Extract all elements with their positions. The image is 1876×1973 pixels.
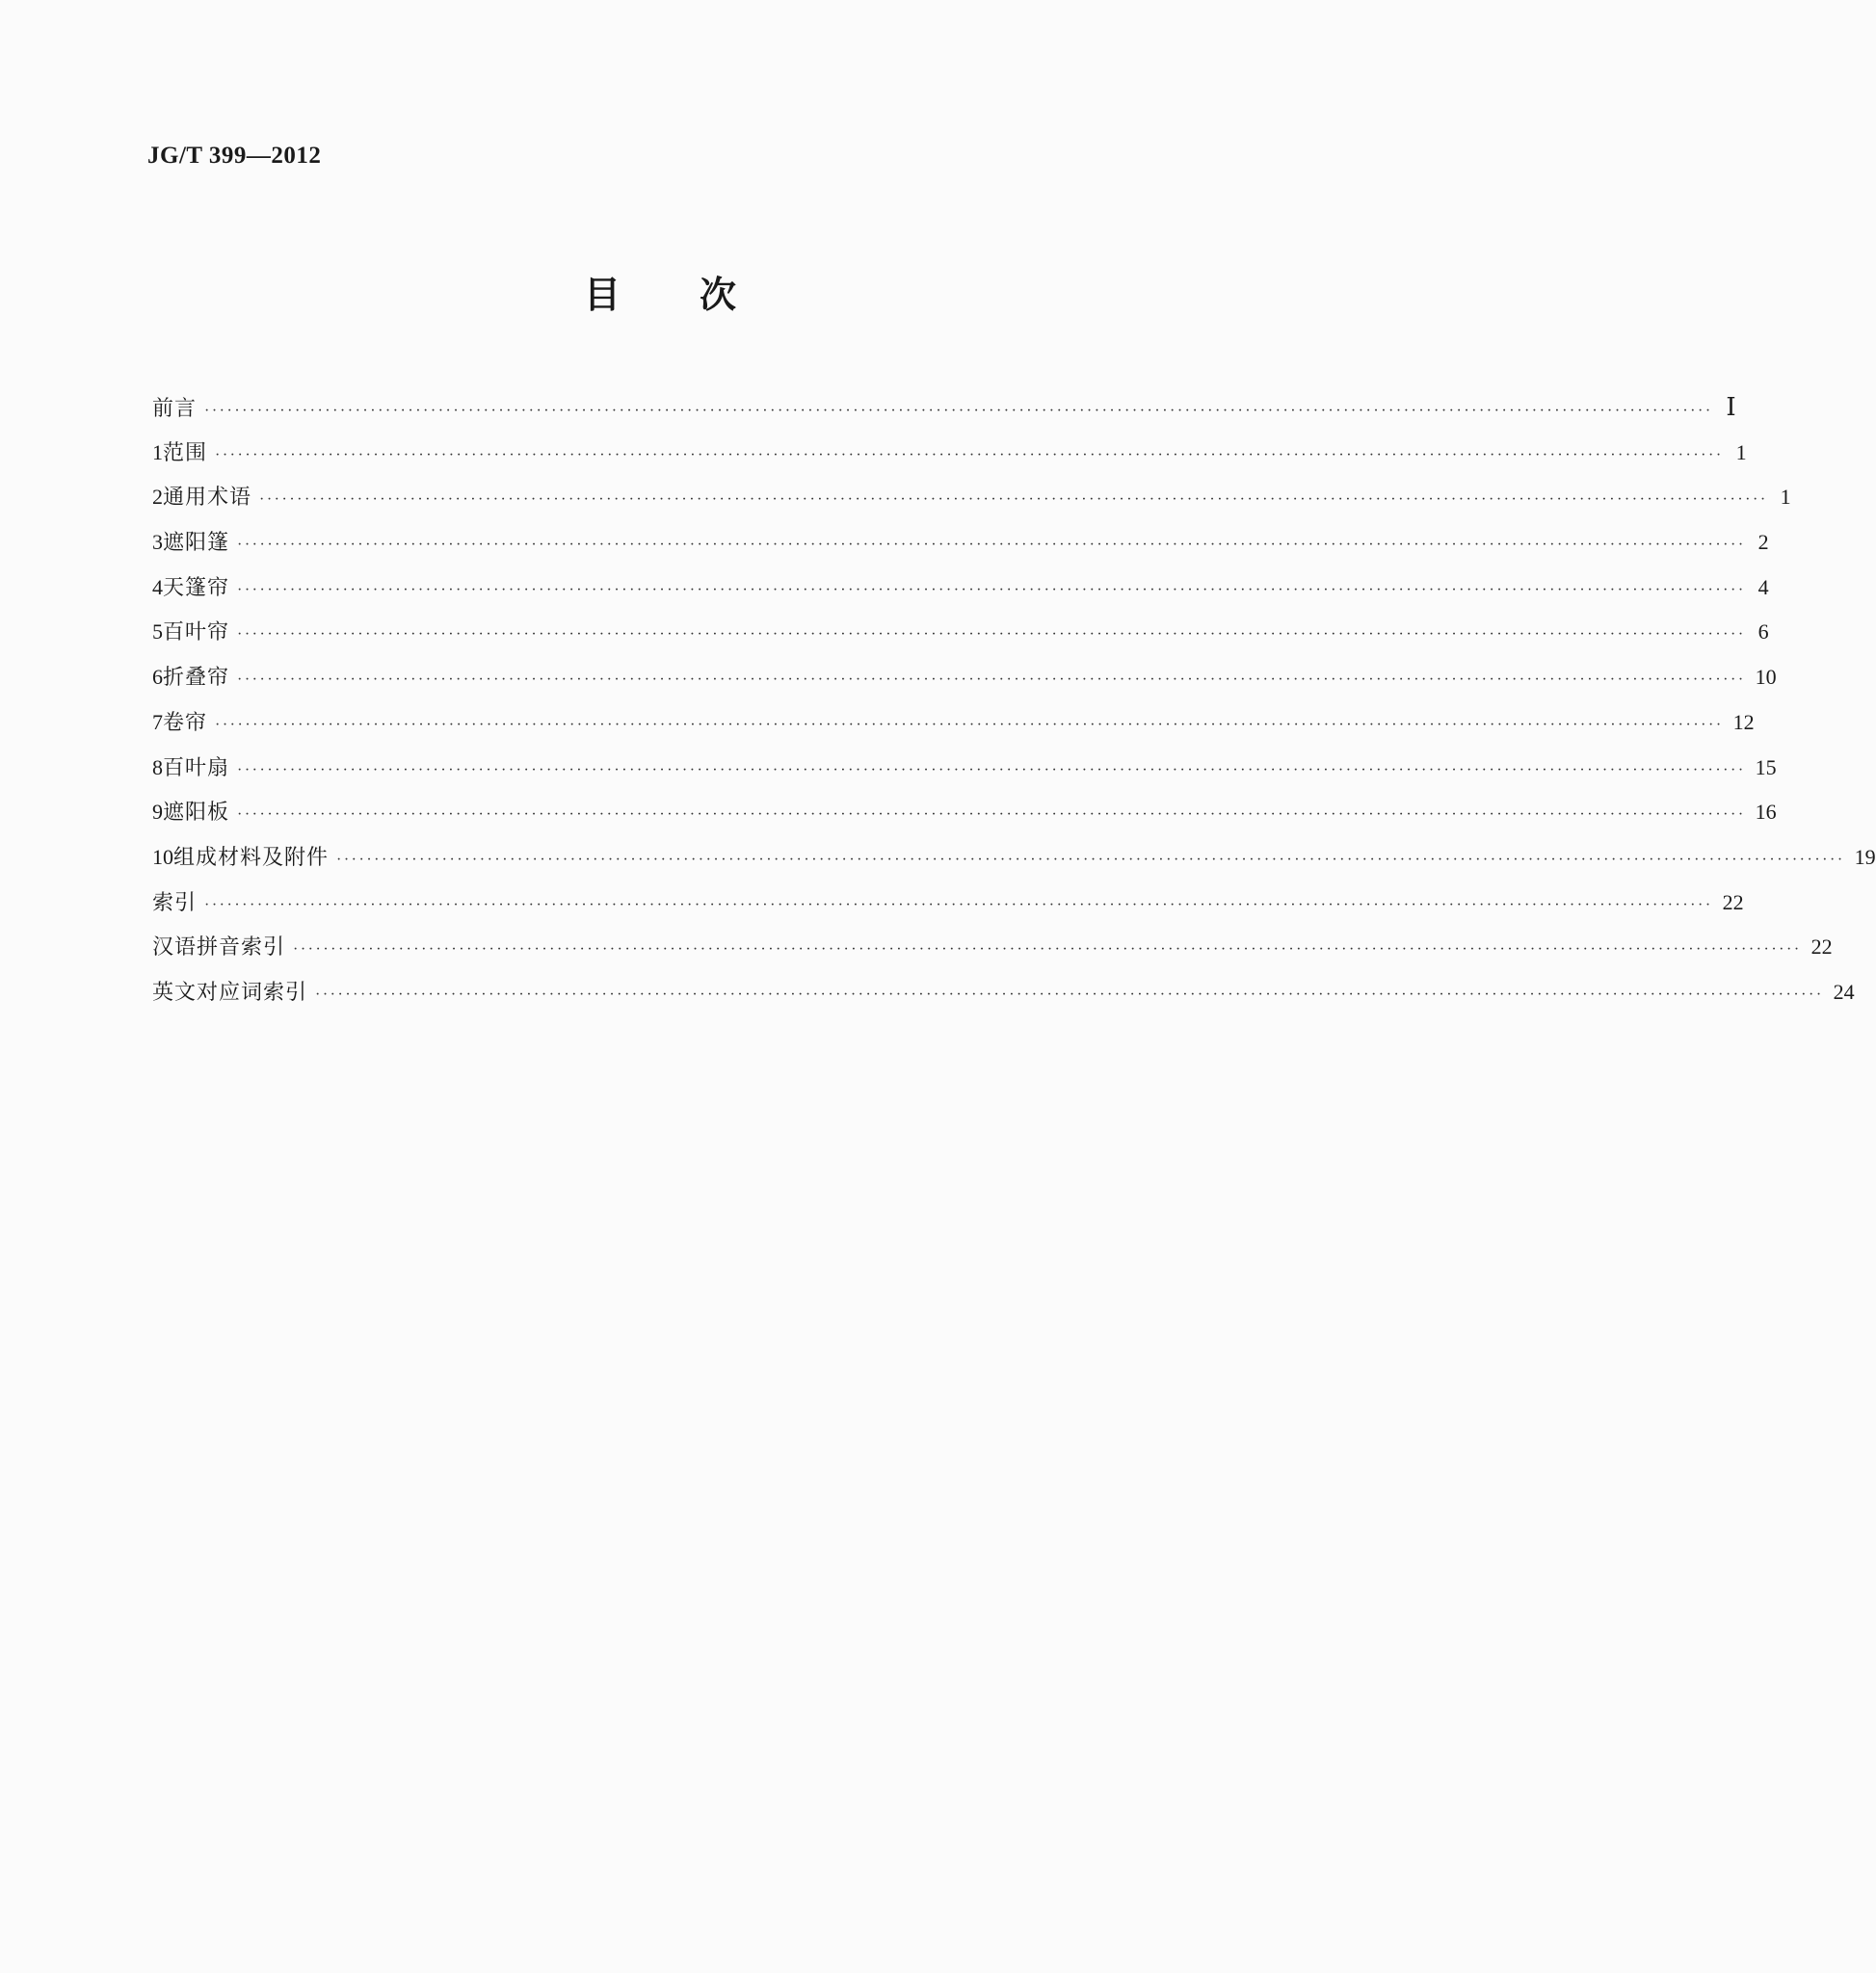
toc-entry-page: 10 (1755, 665, 1777, 690)
toc-entry-label: 前言 (152, 397, 198, 421)
toc-entry[interactable] (152, 746, 1777, 791)
toc-entry-page: 6 (1757, 619, 1769, 645)
toc-entry-page: 1 (1735, 439, 1747, 464)
toc-entry-page: 15 (1755, 754, 1777, 779)
toc-dot-leader: ········································································································································································································ (259, 491, 1768, 509)
toc-dot-leader: ········································································································································································································ (204, 896, 1713, 913)
toc-dot-leader: ········································································································································································································ (237, 626, 1746, 644)
toc-entry-label: 范围 (163, 440, 208, 465)
toc-entry-number: 1 (152, 439, 163, 464)
standard-code: JG/T 399—2012 (147, 143, 322, 169)
toc-entry-page: 22 (1722, 889, 1744, 914)
toc-entry-label: 遮阳篷 (163, 531, 230, 556)
toc-entry[interactable] (152, 700, 1755, 746)
toc-entry-number: 7 (152, 709, 163, 734)
toc-dot-leader: ········································································································································································································ (237, 671, 1746, 689)
toc-dot-leader: ········································································································································································································ (237, 581, 1746, 598)
toc-entry-label: 通用术语 (163, 486, 252, 511)
toc-entry-number: 2 (152, 485, 163, 510)
toc-entry[interactable] (152, 655, 1777, 700)
toc-entry-number: 8 (152, 754, 163, 779)
toc-dot-leader: ········································································································································································································ (336, 851, 1845, 868)
toc-entry-page: 22 (1810, 934, 1833, 960)
toc-entry[interactable] (152, 520, 1769, 566)
toc-entry-label: 索引 (152, 890, 198, 915)
toc-entry[interactable] (152, 835, 1876, 881)
page-title: 目 次 (583, 274, 738, 316)
toc-dot-leader: ········································································································································································································ (237, 761, 1746, 778)
toc-dot-leader: ········································································································································································································ (293, 941, 1802, 959)
toc-dot-leader: ········································································································································································································ (237, 806, 1746, 824)
toc-entry-label: 卷帘 (163, 710, 208, 735)
toc-entry-page: 24 (1833, 979, 1855, 1004)
toc-dot-leader: ········································································································································································································ (315, 986, 1824, 1003)
toc-entry-number: 5 (152, 619, 163, 645)
toc-entry[interactable] (152, 475, 1791, 520)
toc-entry[interactable] (152, 881, 1744, 926)
toc-entry-number: 9 (152, 800, 163, 825)
toc-entry-label: 遮阳板 (163, 801, 230, 826)
toc-entry[interactable] (152, 385, 1736, 431)
toc-entry[interactable] (152, 970, 1855, 1015)
toc-entry-label: 百叶帘 (163, 620, 230, 645)
toc-entry-number: 4 (152, 574, 163, 599)
toc-entry[interactable] (152, 431, 1747, 476)
toc-entry[interactable] (152, 925, 1833, 970)
toc-entry-page: 1 (1780, 485, 1791, 510)
toc-entry-number: 6 (152, 665, 163, 690)
toc-entry-page: 4 (1757, 574, 1769, 599)
toc-entry[interactable] (152, 566, 1769, 611)
toc-dot-leader: ········································································································································································································ (204, 403, 1713, 419)
table-of-contents (152, 385, 1876, 1015)
toc-dot-leader: ········································································································································································································ (215, 716, 1724, 733)
toc-entry-page: Ⅰ (1726, 393, 1736, 421)
toc-entry-number: 10 (152, 844, 173, 869)
toc-entry-label: 汉语拼音索引 (152, 935, 286, 960)
toc-entry-page: 16 (1755, 800, 1777, 825)
toc-entry-label: 百叶扇 (163, 755, 230, 780)
toc-entry-page: 12 (1732, 709, 1755, 734)
toc-dot-leader: ········································································································································································································ (237, 537, 1746, 554)
toc-entry[interactable] (152, 790, 1777, 835)
toc-dot-leader: ········································································································································································································ (215, 446, 1724, 463)
toc-entry-page: 2 (1757, 530, 1769, 555)
toc-entry[interactable] (152, 610, 1769, 655)
toc-entry-label: 英文对应词索引 (152, 980, 308, 1005)
toc-entry-label: 天篷帘 (163, 575, 230, 600)
toc-entry-page: 19 (1854, 844, 1876, 869)
toc-entry-label: 折叠帘 (163, 666, 230, 691)
toc-entry-number: 3 (152, 530, 163, 555)
toc-entry-label: 组成材料及附件 (173, 845, 330, 870)
